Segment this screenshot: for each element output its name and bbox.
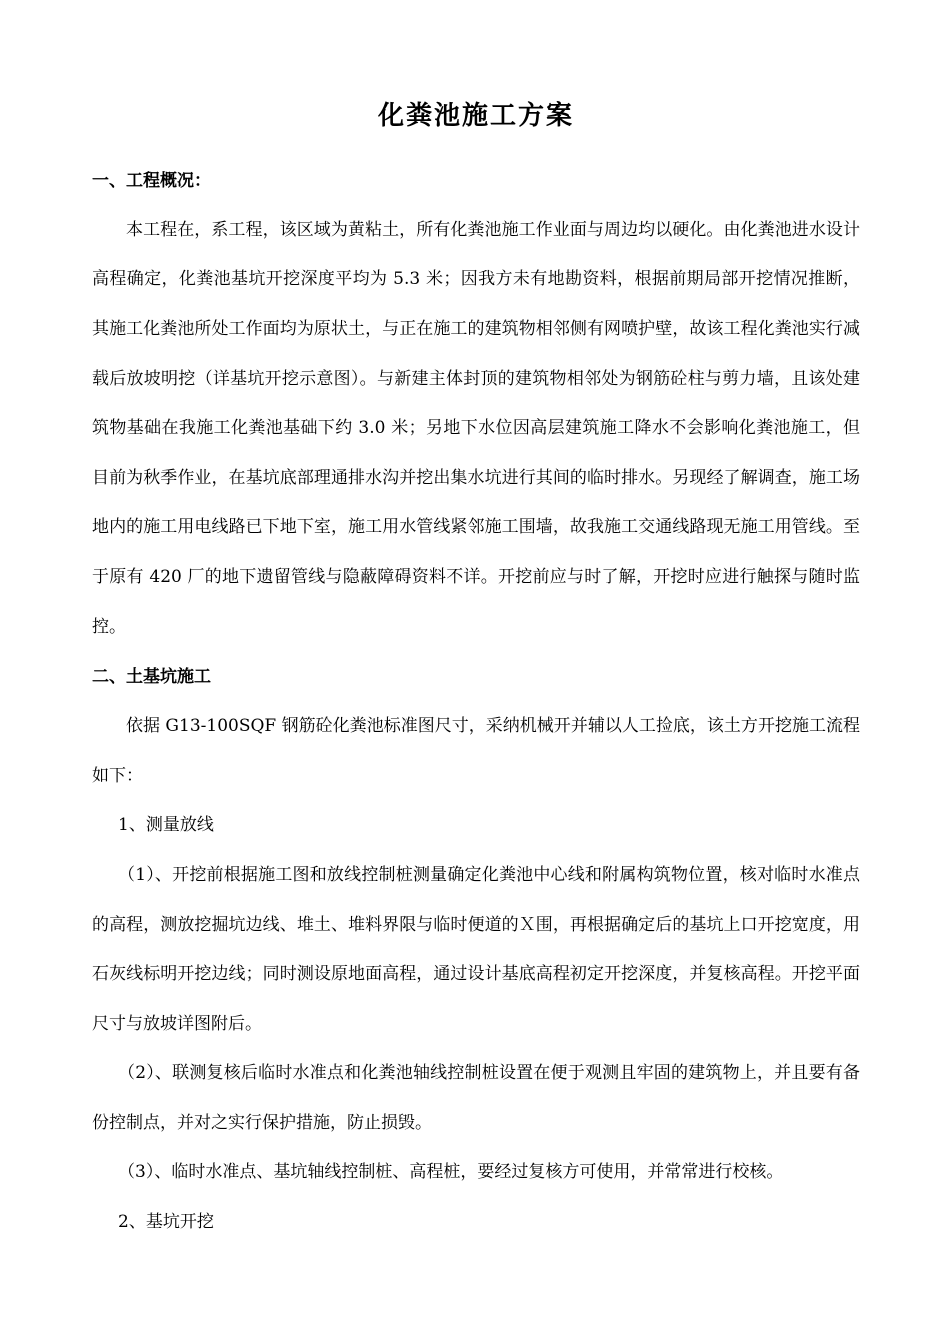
- subheading-survey: 1、测量放线: [118, 815, 214, 836]
- survey-item-1: （1）、开挖前根据施工图和放线控制桩测量确定化粪池中心线和附属构筑物位置，核对临时水准点的高程，测放挖掘坑边线、堆土、堆料界限与临时便道的Ｘ围，再根据确定后的基坑上口开挖宽度，用石灰线标明开挖边线；同时测设原地面高程，通过设计基底高程初定开挖深度，并复核高程。开挖平面尺寸与放坡详图附后。: [92, 864, 860, 1034]
- survey-item-2: （2）、联测复核后临时水准点和化粪池轴线控制桩设置在便于观测且牢固的建筑物上，并且要有备份控制点，并对之实行保护措施，防止损毁。: [92, 1063, 860, 1133]
- overview-paragraph: 本工程在，系工程，该区域为黄粘土，所有化粪池施工作业面与周边均以硬化。由化粪池进水设计高程确定，化粪池基坑开挖深度平均为 5.3 米；因我方未有地勘资料，根据前期局部开挖情况推断，其施工化粪池所处工作面均为原状土，与正在施工的建筑物相邻侧有网喷护壁，故该工程化粪池实行减载后放坡明挖（详基坑开挖示意图）。与新建主体封顶的建筑物相邻处为钢筋砼柱与剪力墙，且该处建筑物基础在我施工化粪池基础下约 3.0 米；另地下水位因高层建筑施工降水不会影响化粪池施工，但目前为秋季作业，在基坑底部理通排水沟并挖出集水坑进行其间的临时排水。另现经了解调查，施工场地内的施工用电线路已下地下室，施工用水管线紧邻施工围墙，故我施工交通线路现无施工用管线。至于原有 420 厂的地下遗留管线与隐蔽障碍资料不详。开挖前应与时了解，开挖时应进行触探与随时监控。: [92, 219, 860, 637]
- subheading-pit-excavation: 2、基坑开挖: [118, 1212, 214, 1233]
- excavation-intro-paragraph: 依据 G13-100SQF 钢筋砼化粪池标准图尺寸，采纳机械开并辅以人工捡底，该土方开挖施工流程如下：: [92, 716, 860, 786]
- document-page: [92, 100, 860, 1248]
- section-heading-excavation: 二、土基坑施工: [92, 667, 211, 688]
- survey-item-3: （3）、临时水准点、基坑轴线控制桩、高程桩，要经过复核方可使用，并常常进行校核。: [118, 1162, 784, 1183]
- document-title: 化粪池施工方案: [377, 101, 574, 131]
- section-heading-overview: 一、工程概况：: [92, 170, 211, 191]
